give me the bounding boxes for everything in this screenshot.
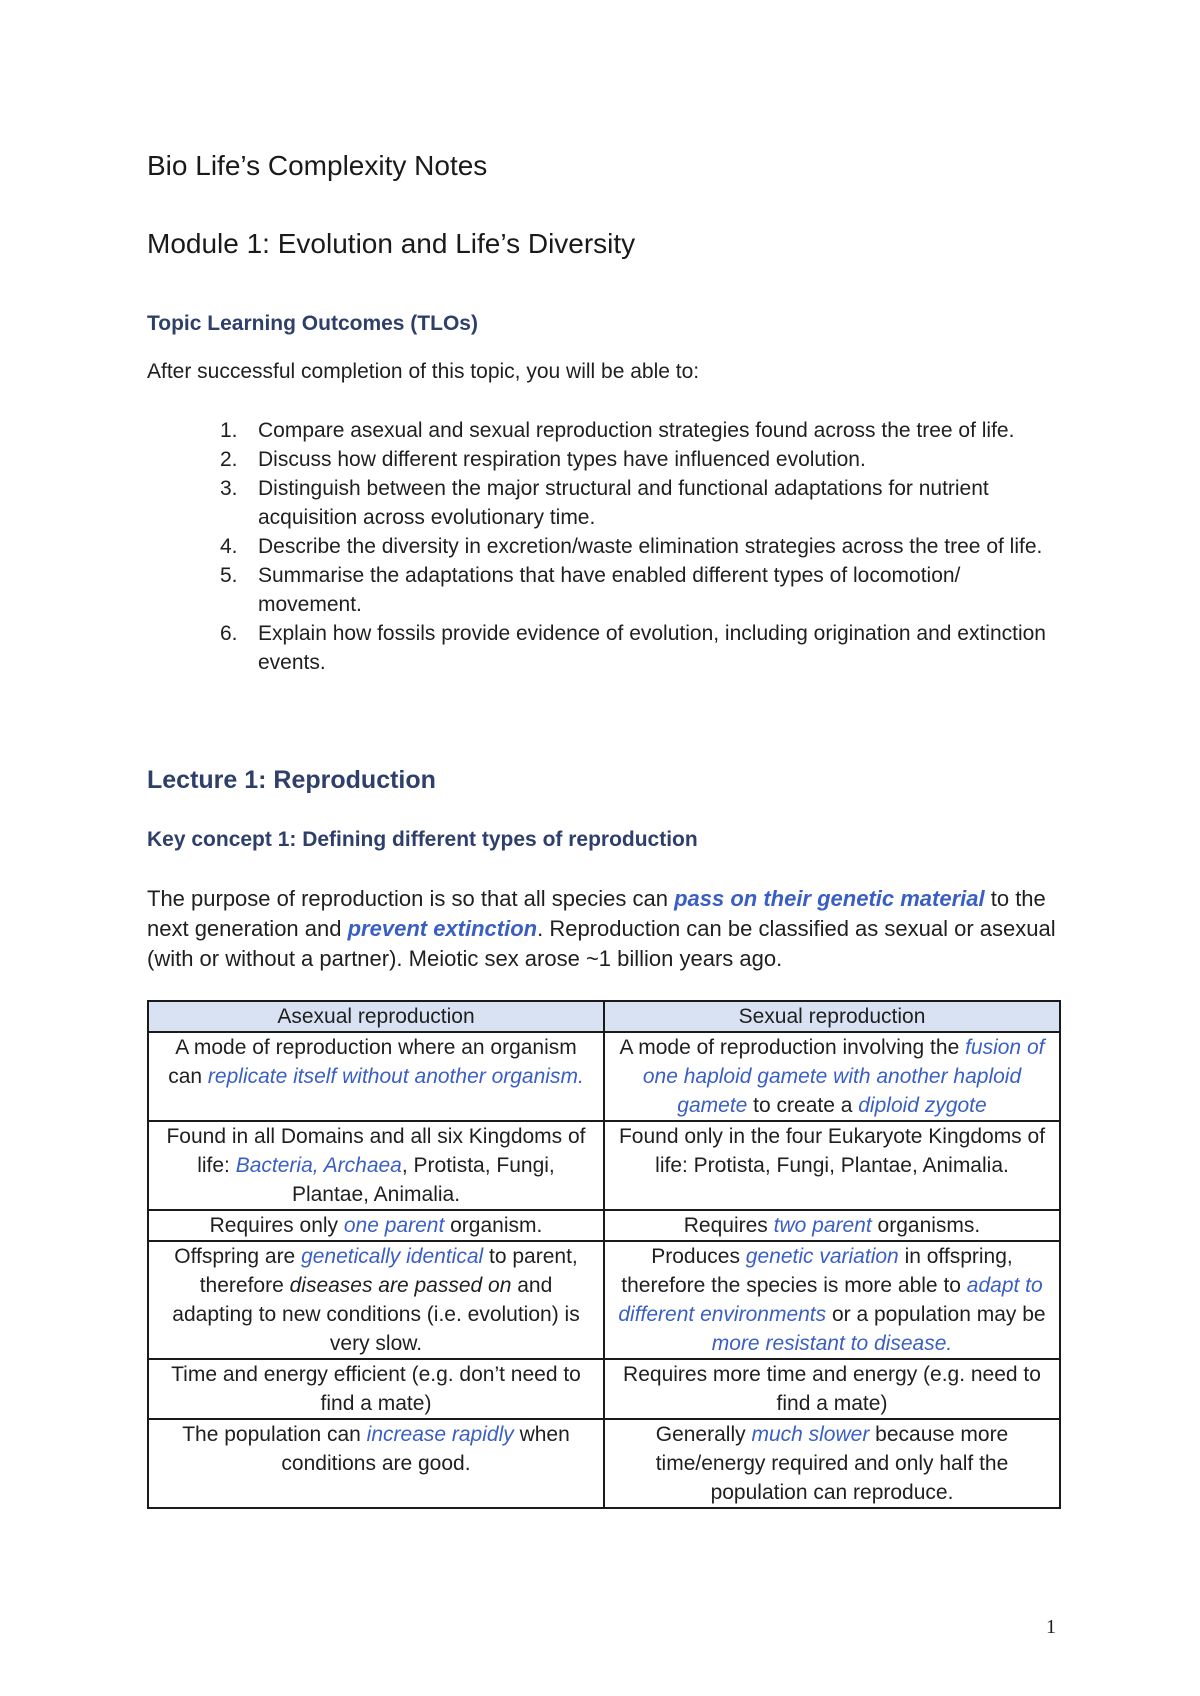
text-run: Found only in the four Eukaryote Kingdoms of life: Protista, Fungi, Plantae, Animalia. [618, 1125, 1046, 1177]
highlight-text: diploid [858, 1094, 919, 1117]
text-run: Requires [683, 1214, 774, 1237]
table-cell-sexual [604, 1032, 1060, 1121]
table-cell-sexual [604, 1419, 1060, 1508]
text-run: organism. [444, 1214, 543, 1237]
table-cell-asexual [148, 1419, 604, 1508]
text-run: Time and energy efficient (e.g. don’t need to find a mate) [171, 1363, 581, 1415]
text-run: A mode of reproduction where an organism can [168, 1036, 577, 1088]
text-run: to parent, therefore [199, 1245, 578, 1297]
list-item-number: 6. [220, 622, 238, 645]
table-cell-asexual [148, 1121, 604, 1210]
table-cell-asexual [148, 1032, 604, 1121]
list-item [220, 416, 1070, 445]
reproduction-comparison-table [147, 1000, 1061, 1509]
module-title: Module 1: Evolution and Life’s Diversity [147, 228, 636, 259]
table-cell-sexual [604, 1210, 1060, 1241]
table-row [148, 1121, 1060, 1210]
list-item-number: 4. [220, 535, 238, 558]
highlight-text: two parent [773, 1214, 872, 1237]
list-item-number: 1. [220, 419, 238, 442]
text-run: to create a [747, 1094, 859, 1117]
key-concept-heading: Key concept 1: Defining different types of reproduction [147, 828, 698, 851]
text-run: when conditions are good. [281, 1423, 570, 1475]
list-item-text: Compare asexual and sexual reproduction strategies found across the tree of life. [258, 419, 1015, 442]
text-run: to the next generation and [147, 886, 1046, 941]
table-row [148, 1359, 1060, 1419]
highlight-text: Bacteria, Archaea [235, 1154, 402, 1177]
highlight-text: much slower [751, 1423, 870, 1446]
text-run: Produces [651, 1245, 746, 1268]
text-run: Requires only [209, 1214, 344, 1237]
list-item-text: Distinguish between the major structural and functional adaptations for nutrient acquisition across evolutionary time. [258, 477, 989, 529]
text-run: and adapting to new conditions (i.e. evolution) is very slow. [172, 1274, 580, 1355]
highlight-text: adapt to different environments [618, 1274, 1043, 1326]
text-run: The purpose of reproduction is so that all species can [147, 886, 675, 911]
highlight-text: pass on their genetic material [674, 886, 985, 911]
highlight-text: fusion of one haploid gamete with another haploid gamete [642, 1036, 1045, 1117]
text-run: Found in all Domains and all six Kingdoms of life: [166, 1125, 586, 1177]
list-item [220, 474, 1070, 532]
table-row [148, 1210, 1060, 1241]
highlight-text: one parent [343, 1214, 445, 1237]
highlight-text: zygote [924, 1094, 987, 1117]
column-header-asexual: Asexual reproduction [148, 1001, 604, 1032]
document-title: Bio Life’s Complexity Notes [147, 150, 488, 181]
text-run: Offspring are [174, 1245, 302, 1268]
table-cell-asexual [148, 1359, 604, 1419]
list-item [220, 619, 1070, 677]
lecture-heading: Lecture 1: Reproduction [147, 766, 436, 794]
list-item [220, 445, 1070, 474]
text-run: Requires more time and energy (e.g. need to find a mate) [623, 1363, 1041, 1415]
table-cell-sexual [604, 1121, 1060, 1210]
list-item-number: 3. [220, 477, 238, 500]
text-run: . Reproduction can be classified as sexual or asexual (with or without a partner). Meiotic sex arose ~1 billion years ago. [147, 916, 1056, 971]
list-item-number: 5. [220, 564, 238, 587]
list-item-text: Summarise the adaptations that have enabled different types of locomotion/ movement. [258, 564, 961, 616]
text-run: Generally [655, 1423, 752, 1446]
text-run: organisms. [871, 1214, 981, 1237]
text-run: , Protista, Fungi, Plantae, Animalia. [291, 1154, 555, 1206]
highlight-text: genetic variation [745, 1245, 899, 1268]
purpose-paragraph [147, 884, 1067, 974]
list-item-text: Explain how fossils provide evidence of evolution, including origination and extinction events. [258, 622, 1046, 674]
table-row [148, 1419, 1060, 1508]
tlo-heading: Topic Learning Outcomes (TLOs) [147, 312, 478, 335]
column-header-sexual: Sexual reproduction [604, 1001, 1060, 1032]
list-item-number: 2. [220, 448, 238, 471]
list-item-text: Describe the diversity in excretion/waste elimination strategies across the tree of life. [258, 535, 1043, 558]
highlight-text: genetically identical [301, 1245, 484, 1268]
intro-text: After successful completion of this topic, you will be able to: [147, 360, 700, 383]
text-run: A mode of reproduction involving the [619, 1036, 966, 1059]
table-cell-sexual [604, 1241, 1060, 1359]
table-cell-sexual [604, 1359, 1060, 1419]
list-item-text: Discuss how different respiration types have influenced evolution. [258, 448, 866, 471]
highlight-text: more resistant to disease. [711, 1332, 953, 1355]
learning-outcomes-list [220, 416, 1070, 677]
list-item [220, 532, 1070, 561]
table-cell-asexual [148, 1210, 604, 1241]
table-header-row [148, 1001, 1060, 1032]
table-row [148, 1032, 1060, 1121]
text-run: in offspring, therefore the species is more able to [621, 1245, 1013, 1297]
list-item [220, 561, 1070, 619]
text-run: because more time/energy required and only half the population can reproduce. [655, 1423, 1009, 1504]
text-run: or a population may be [826, 1303, 1046, 1326]
highlight-text: replicate itself without another organism. [207, 1065, 584, 1088]
table-cell-asexual [148, 1241, 604, 1359]
text-run: The population can [182, 1423, 367, 1446]
highlight-text: increase rapidly [366, 1423, 514, 1446]
italic-text: diseases are passed on [289, 1274, 512, 1297]
highlight-text: prevent extinction [347, 916, 538, 941]
page-number: 1 [1046, 1616, 1056, 1638]
table-row [148, 1241, 1060, 1359]
